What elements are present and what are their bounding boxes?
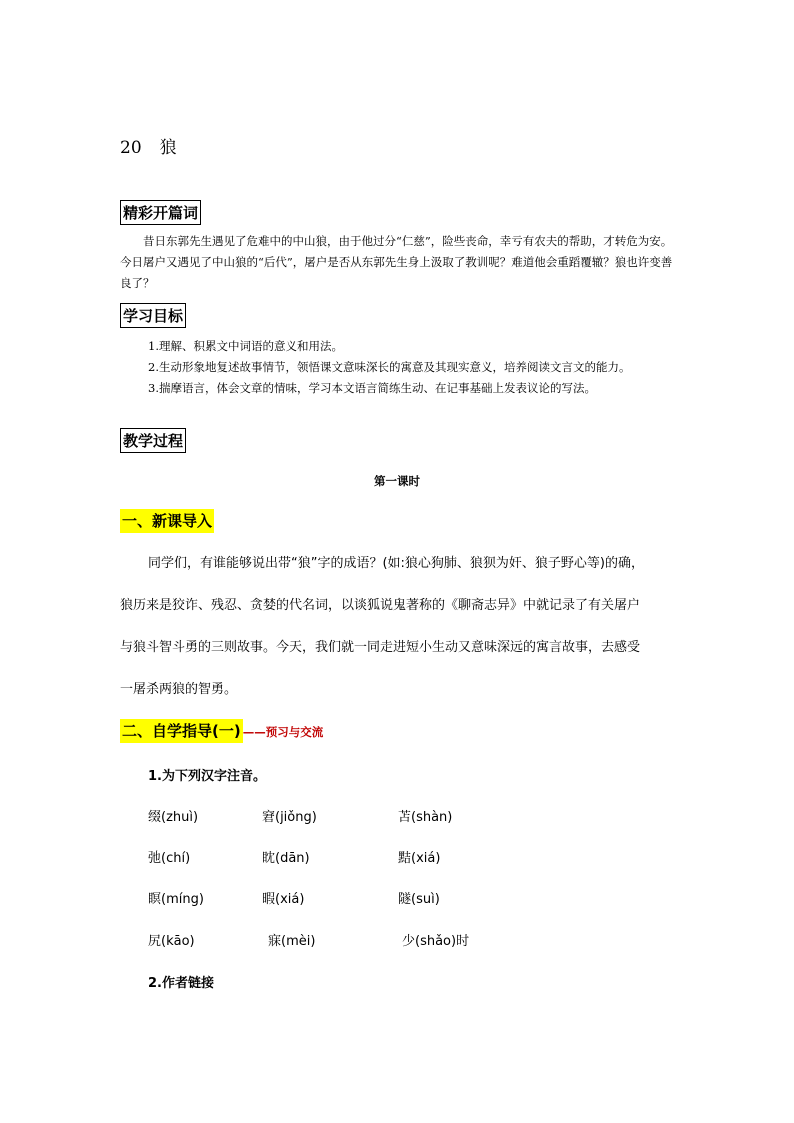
goal-item-3: 3.揣摩语言，体会文章的情味，学习本文语言简练生动、在记事基础上发表议论的写法。 — [148, 381, 596, 395]
intro-heading: 精彩开篇词 — [120, 200, 201, 225]
pinyin-2-1: 弛(chí) — [148, 851, 191, 866]
lesson-title — [120, 133, 177, 158]
pinyin-3-1: 瞑(míng) — [148, 892, 204, 907]
pinyin-2-2: 眈(dān) — [262, 851, 310, 866]
part2-heading: 二、自学指导(一) — [120, 719, 243, 743]
lesson-name: 狼 — [159, 138, 177, 158]
question-1: 1.为下列汉字注音。 — [148, 769, 266, 784]
pinyin-4-1: 尻(kāo) — [148, 934, 195, 949]
pinyin-3-3: 隧(suì) — [398, 892, 440, 907]
intro-paragraph: 昔日东郭先生遇见了危难中的中山狼，由于他过分“仁慈”，险些丧命，幸亏有农夫的帮助，才转危为安。今日屠户又遇见了中山狼的“后代”，屠户是否从东郭先生身上汲取了教训呢？难道他会重蹈覆辙？狼也许变善良了？ — [120, 234, 673, 290]
part1-heading: 一、新课导入 — [120, 509, 214, 533]
part1-line-4: 一屠杀两狼的智勇。 — [120, 682, 238, 697]
question-2: 2.作者链接 — [148, 976, 214, 991]
pinyin-4-3: 少(shǎo)时 — [402, 934, 470, 949]
pinyin-4-2: 寐(mèi) — [268, 934, 316, 949]
process-heading: 教学过程 — [120, 428, 186, 453]
part1-line-1: 同学们，有谁能够说出带“狼”字的成语？(如:狼心狗肺、狼狈为奸、狼子野心等)的确， — [148, 556, 644, 571]
session-label: 第一课时 — [374, 474, 420, 488]
part1-heading-wrap — [120, 510, 214, 531]
goals-list — [120, 336, 676, 399]
pinyin-1-3: 苫(shàn) — [398, 810, 453, 825]
part2-heading-wrap — [120, 720, 323, 741]
part2-tag: ——预习与交流 — [242, 725, 324, 739]
pinyin-3-2: 暇(xiá) — [262, 892, 305, 907]
goal-item-1: 1.理解、积累文中词语的意义和用法。 — [148, 339, 343, 353]
goal-item-2: 2.生动形象地复述故事情节，领悟课文意味深长的寓意及其现实意义，培养阅读文言文的能力。 — [148, 360, 631, 374]
part1-line-2: 狼历来是狡诈、残忍、贪婪的代名词，以谈狐说鬼著称的《聊斋志异》中就记录了有关屠户 — [120, 598, 641, 613]
pinyin-2-3: 黠(xiá) — [398, 851, 441, 866]
pinyin-1-2: 窘(jiǒng) — [262, 810, 317, 825]
part1-body — [120, 543, 680, 711]
lesson-number: 20 — [120, 138, 142, 158]
goals-heading: 学习目标 — [120, 303, 186, 328]
part1-line-3: 与狼斗智斗勇的三则故事。今天，我们就一同走进短小生动又意味深远的寓言故事，去感受 — [120, 640, 641, 655]
pinyin-1-1: 缀(zhuì) — [148, 810, 199, 825]
